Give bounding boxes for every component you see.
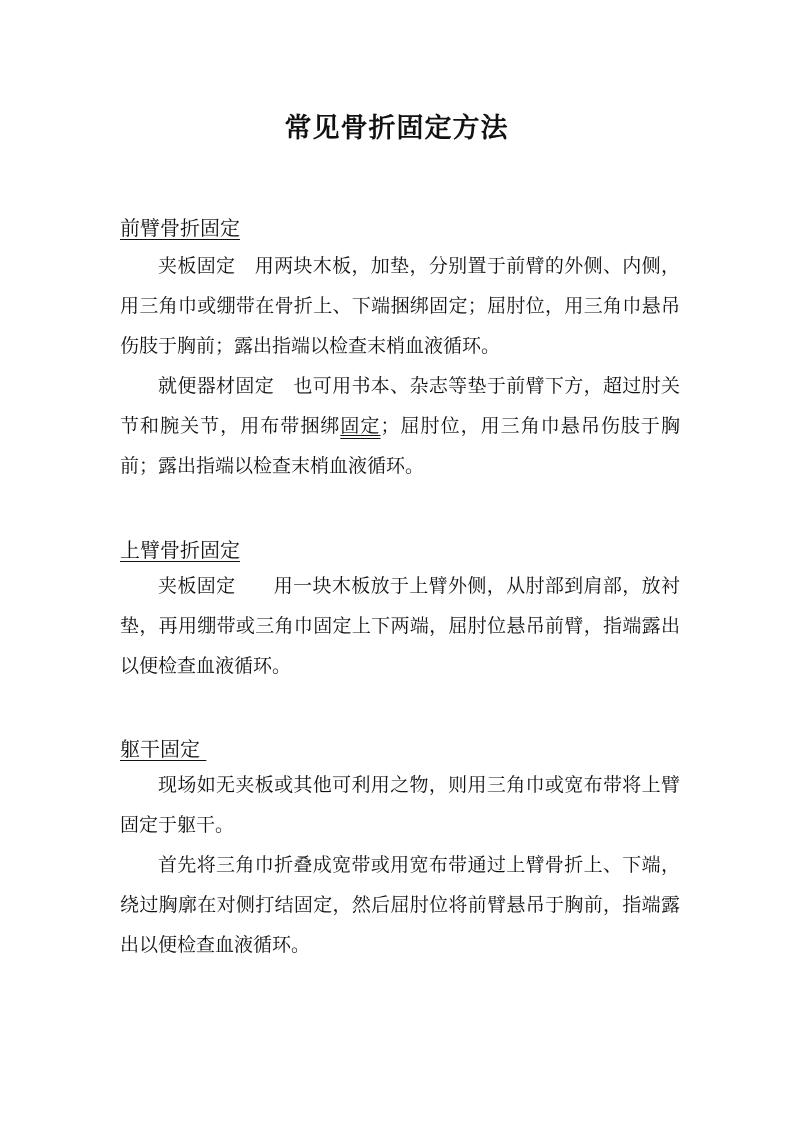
paragraph-term: 夹板固定	[158, 575, 236, 597]
paragraph-term: 夹板固定	[158, 255, 236, 277]
paragraph-text: ；屈肘位，用三角巾悬吊伤肢于胸前；露出指端以检查末梢血液循环。	[120, 415, 680, 477]
paragraph-trunk-2	[120, 845, 680, 965]
paragraph-text: 也可用书本、杂志等垫于前臂下方，超过肘关节和腕关节，用布带捆绑	[120, 375, 680, 437]
paragraph-forearm-splint	[120, 246, 680, 366]
paragraph-text: 用一块木板放于上臂外侧，从肘部到肩部，放衬垫，再用绷带或三角巾固定上下两端，屈肘位悬吊前臂，指端露出以便检查血液循环。	[120, 575, 680, 677]
paragraph-text: 现场如无夹板或其他可利用之物，则用三角巾或宽布带将上臂固定于躯干。	[120, 774, 680, 836]
paragraph-trunk-1	[120, 765, 680, 845]
marked-word: 固定	[340, 415, 381, 437]
paragraph-text: 首先将三角巾折叠成宽带或用宽布带通过上臂骨折上、下端，绕过胸廓在对侧打结固定，然后屈肘位将前臂悬吊于胸前，指端露出以便检查血液循环。	[120, 854, 680, 956]
paragraph-term: 就便器材固定	[158, 375, 275, 397]
section-heading-upper-arm: 上臂骨折固定	[120, 538, 240, 562]
paragraph-text: 用两块木板，加垫，分别置于前臂的外侧、内侧，用三角巾或绷带在骨折上、下端捆绑固定；屈肘位，用三角巾悬吊伤肢于胸前；露出指端以检查末梢血液循环。	[120, 255, 680, 357]
paragraph-upper-arm-splint	[120, 566, 680, 686]
document-title: 常见骨折固定方法	[284, 113, 509, 144]
paragraph-forearm-improvised	[120, 366, 680, 486]
section-heading-trunk: 躯干固定	[120, 737, 207, 761]
section-heading-forearm: 前臂骨折固定	[120, 216, 240, 240]
